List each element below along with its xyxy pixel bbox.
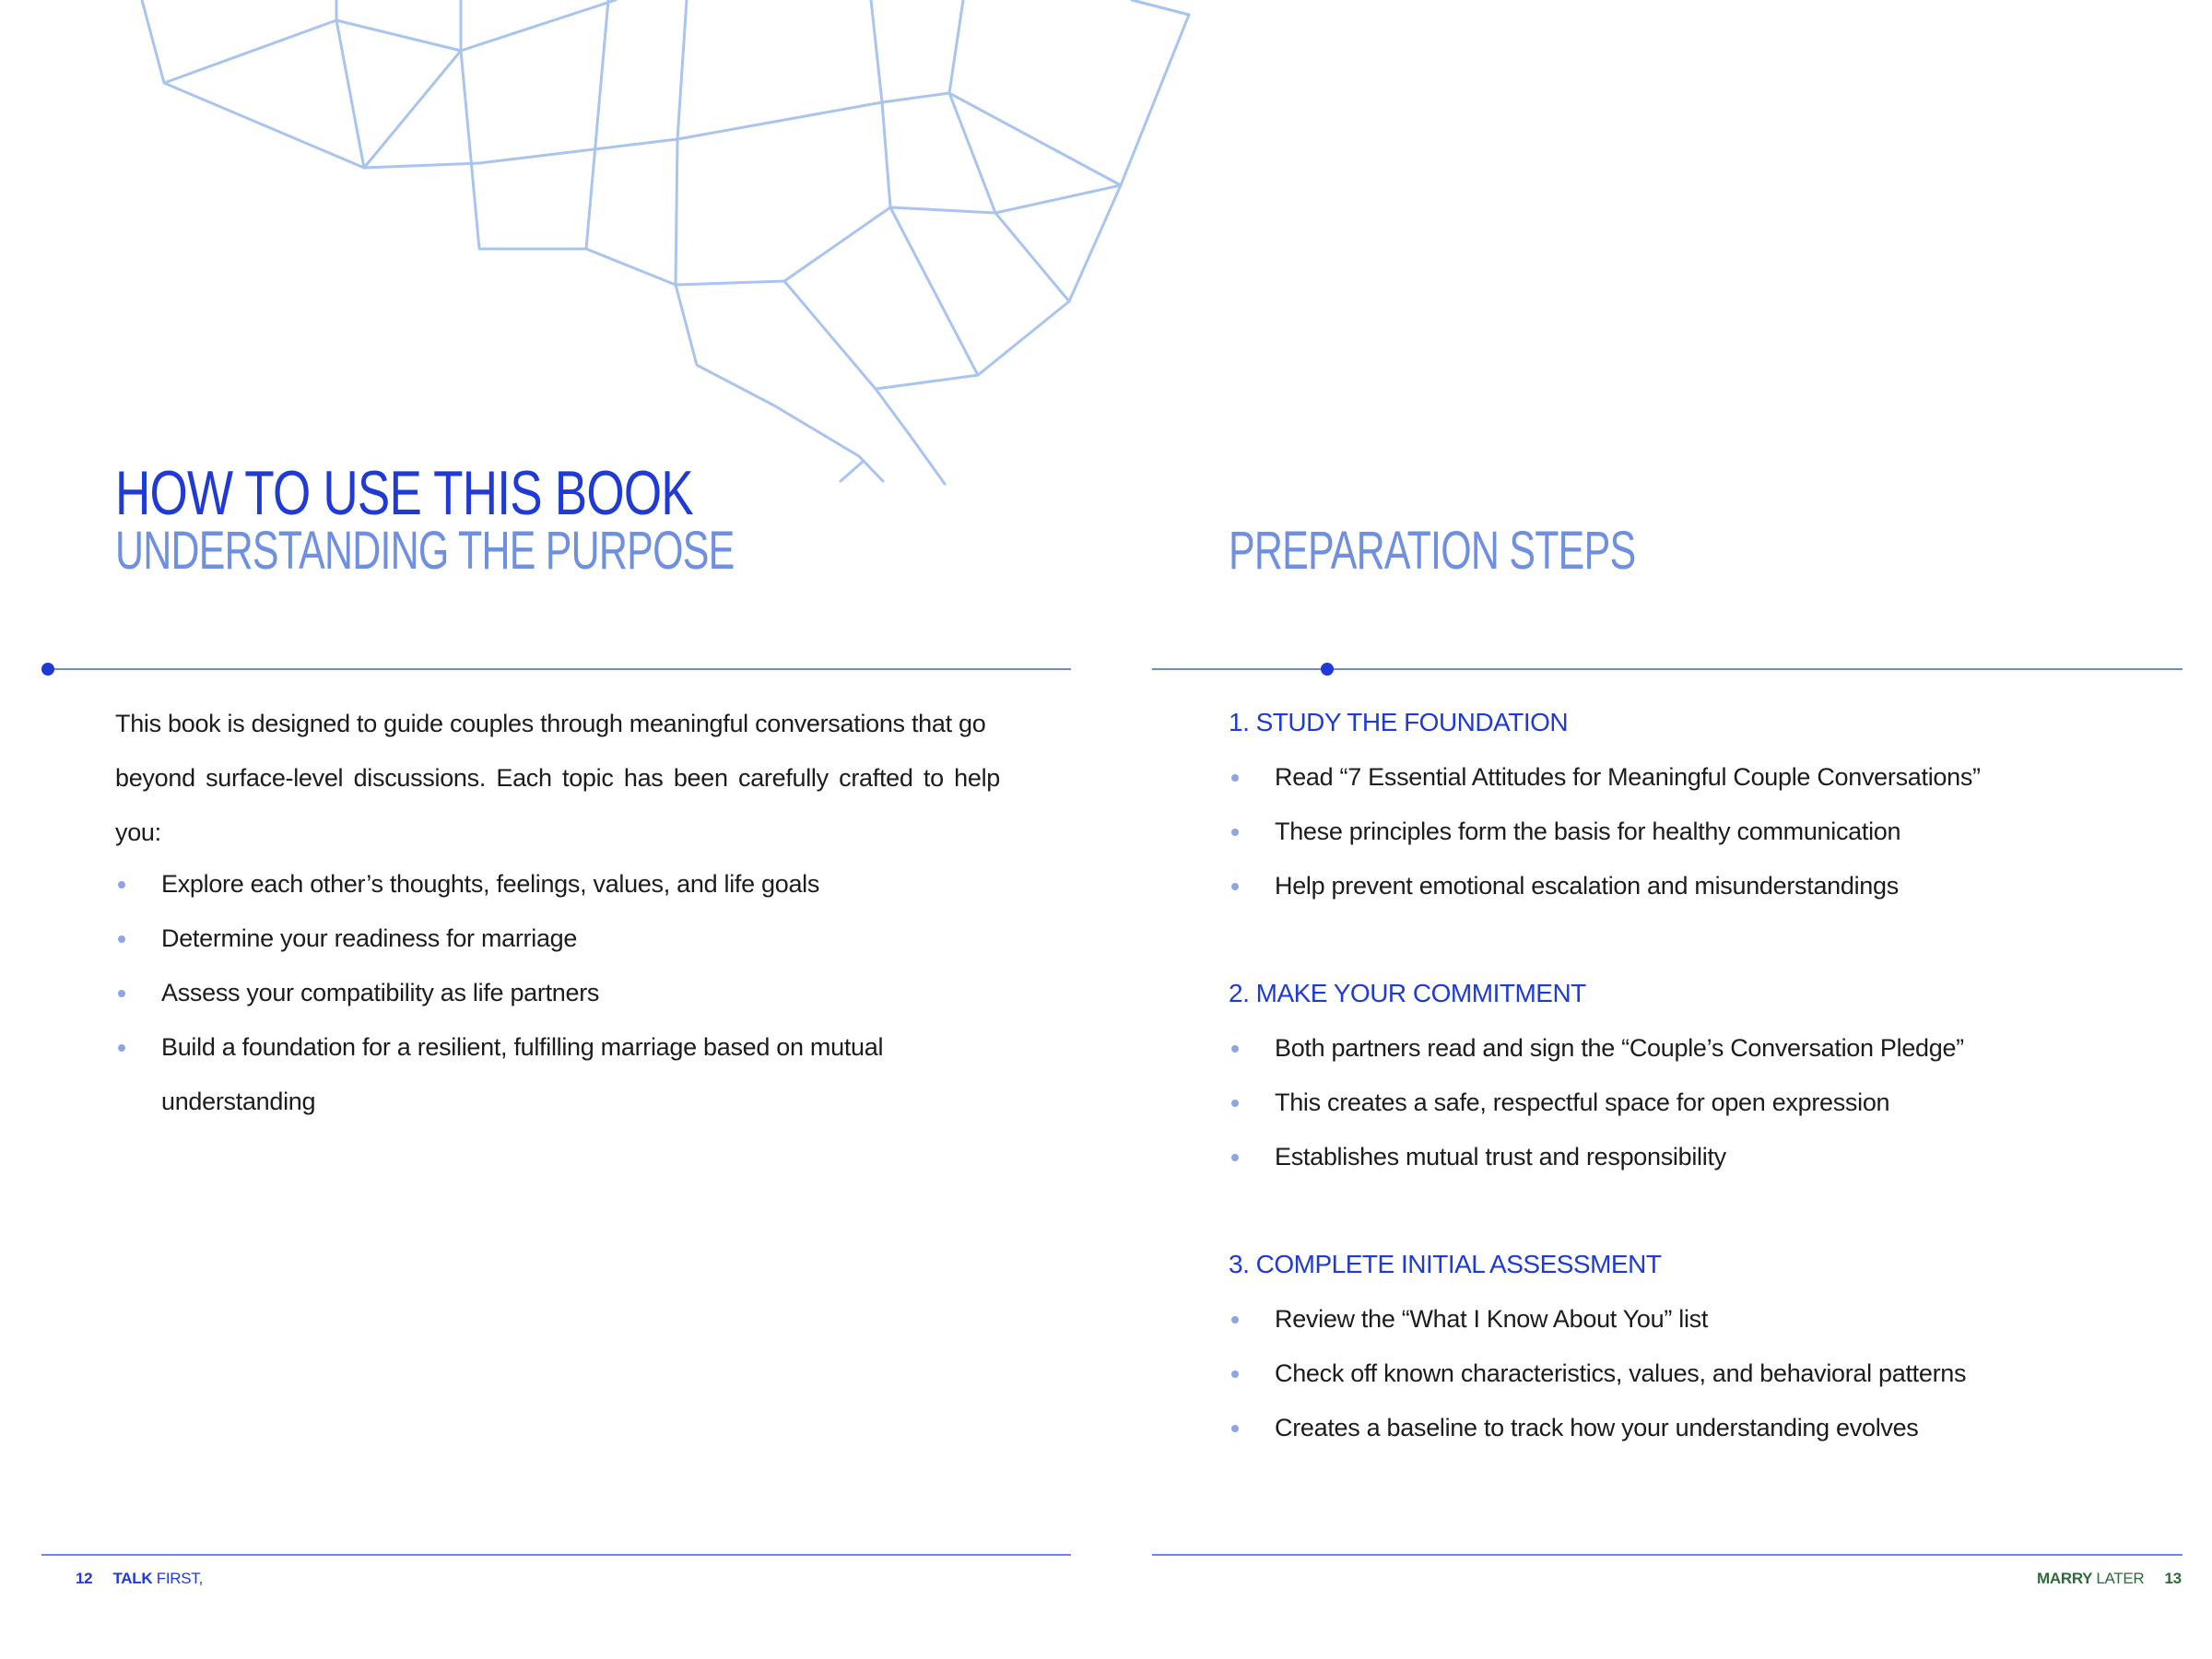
list-item: This creates a safe, respectful space for open expression bbox=[1229, 1076, 2150, 1130]
bullet-icon bbox=[1231, 829, 1239, 836]
running-title-bold: TALK bbox=[112, 1570, 153, 1587]
bullet-icon bbox=[1231, 1045, 1239, 1053]
list-item: Build a foundation for a resilient, fulfilling marriage based on mutual understanding bbox=[115, 1020, 935, 1129]
bullet-icon bbox=[1231, 1425, 1239, 1432]
page-subtitle: UNDERSTANDING THE PURPOSE bbox=[115, 521, 735, 581]
intro-line-1: This book is designed to guide couples through meaningful conversations that go bbox=[115, 710, 986, 737]
page-number: 12 bbox=[76, 1570, 93, 1587]
section-divider bbox=[1152, 668, 2183, 670]
footer-divider bbox=[41, 1554, 1071, 1556]
section-divider bbox=[48, 668, 1071, 670]
list-item: Review the “What I Know About You” list bbox=[1229, 1292, 2150, 1347]
divider-dot bbox=[41, 663, 54, 676]
step-list bbox=[1229, 750, 2150, 913]
footer-left bbox=[76, 1569, 203, 1589]
page-title: HOW TO USE THIS BOOK bbox=[115, 458, 693, 528]
page-number: 13 bbox=[2164, 1570, 2182, 1587]
step-list bbox=[1229, 1021, 2150, 1184]
bullet-icon bbox=[118, 881, 125, 888]
bullet-icon bbox=[1231, 883, 1239, 890]
footer-divider bbox=[1152, 1554, 2183, 1556]
list-item: Determine your readiness for marriage bbox=[115, 912, 926, 966]
step-heading: 1. STUDY THE FOUNDATION bbox=[1229, 708, 1569, 736]
bullet-icon bbox=[1231, 1316, 1239, 1324]
list-item: Establishes mutual trust and responsibility bbox=[1229, 1130, 2150, 1184]
divider-dot bbox=[1321, 663, 1334, 676]
footer-right bbox=[2037, 1569, 2182, 1589]
intro-line-2: beyond surface-level discussions. Each topic has been carefully crafted to help you: bbox=[115, 764, 1000, 846]
right-page bbox=[1106, 0, 2212, 1659]
bullet-icon bbox=[1231, 1371, 1239, 1378]
list-item: These principles form the basis for healthy communication bbox=[1229, 805, 2150, 859]
step-heading: 2. MAKE YOUR COMMITMENT bbox=[1229, 979, 1586, 1007]
bullet-icon bbox=[1231, 774, 1239, 782]
list-item: Both partners read and sign the “Couple’s Conversation Pledge” bbox=[1229, 1021, 2150, 1076]
list-item: Read “7 Essential Attitudes for Meaningful Couple Conversations” bbox=[1229, 750, 2150, 805]
running-title-light: LATER bbox=[2096, 1570, 2145, 1587]
bullet-icon bbox=[1231, 1154, 1239, 1161]
list-item: Assess your compatibility as life partners bbox=[115, 966, 926, 1020]
bullet-icon bbox=[118, 1044, 125, 1052]
list-item: Explore each other’s thoughts, feelings, values, and life goals bbox=[115, 857, 926, 912]
page-title: PREPARATION STEPS bbox=[1229, 521, 1636, 581]
step-heading: 3. COMPLETE INITIAL ASSESSMENT bbox=[1229, 1250, 1662, 1278]
list-item: Check off known characteristics, values, and behavioral patterns bbox=[1229, 1347, 2150, 1401]
list-item: Creates a baseline to track how your understanding evolves bbox=[1229, 1401, 2150, 1455]
bullet-icon bbox=[118, 990, 125, 997]
intro-paragraph bbox=[115, 697, 1000, 860]
running-title-light: FIRST, bbox=[156, 1570, 203, 1587]
running-title-bold: MARRY bbox=[2037, 1570, 2092, 1587]
bullet-icon bbox=[1231, 1100, 1239, 1107]
purpose-list bbox=[115, 857, 926, 1129]
bullet-icon bbox=[118, 935, 125, 943]
list-item: Help prevent emotional escalation and misunderstandings bbox=[1229, 859, 2150, 913]
step-list bbox=[1229, 1292, 2150, 1455]
